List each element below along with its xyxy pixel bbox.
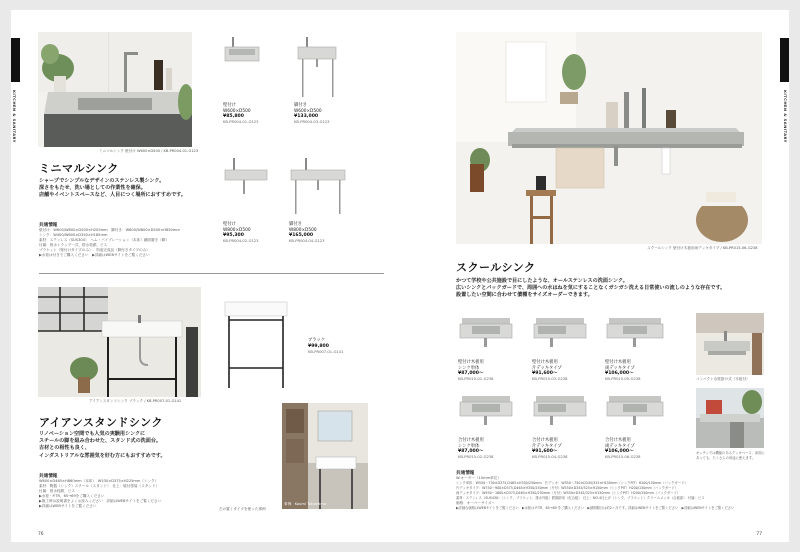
minimal-variant-2 (294, 35, 342, 125)
iron-specs: 共通情報 W600×D465×H860mm（本体） W530×D375×H225mm（シンク） 素材：陶器（シンク）スチール（スタンド） 仕上：焼付塗装（スタンド） 付属：排水栓鎖、ビス ▶水栓・P.TR、65→69をご購入ください ▶施工時は説明書をよくお読みください 詳細はWEBサイトをご覧ください ▶詳細はWEBサイトをご覧ください (39, 474, 162, 508)
school-sink-icon (458, 316, 514, 348)
variant-type: 脚付き (289, 222, 302, 227)
right-page (394, 10, 789, 542)
school-variant-4: 合付け木板用 シンク単体 ¥87,000〜 KB-PR015-02-G238 (458, 394, 514, 460)
page-number: 76 (38, 532, 44, 537)
school-sink-icon (532, 316, 588, 348)
section-side-label: KITCHEN & SANITARY (783, 90, 788, 143)
variant-color: ブラック (308, 338, 326, 343)
school-sink-icon (532, 394, 588, 426)
variant-code: KB-PR004-04-G123 (289, 239, 325, 244)
iron-case-note: 左の置くタイプを使った事例 (219, 507, 266, 511)
minimal-variant-1 (223, 35, 263, 125)
iron-product (219, 298, 295, 390)
minimal-photo-caption: ミニマルシンク 壁付け W600×D500 / KB-PR004-01-G123 (99, 149, 199, 153)
iron-sink-photo (38, 287, 201, 397)
minimal-description: シャープでシンプルなデザインのステンレス製シンク。 深さをもたせ、洗い場としての作業性を確保。 店舗やイベントスペースなど、人目につく場所におすすめです。 (39, 178, 186, 199)
school-title: スクールシンク (456, 261, 536, 274)
page-number: 77 (756, 532, 762, 537)
variant-type: 壁付け (223, 103, 236, 108)
section-tab (11, 38, 20, 82)
school-sink-icon (458, 394, 514, 426)
school-variant-5: 合付け木板用 片デッキタイプ ¥91,600〜 KB-PR015-04-G238 (532, 394, 588, 460)
variant-size: W800×D500 (289, 227, 317, 233)
minimal-sink-photo (38, 32, 192, 147)
leg-sink-icon (294, 35, 342, 99)
school-sink-photo (456, 32, 762, 244)
school-variant-1: 壁付け木板用 シンク単体 ¥87,000〜 KB-PR015-01-G238 (458, 316, 514, 382)
variant-price: ¥133,000 (294, 114, 319, 120)
iron-variant-info (308, 338, 344, 355)
school-variant-3: 壁付け木板用 両デッキタイプ ¥106,000〜 KB-PR015-05-G238 (605, 316, 665, 382)
variant-code: KB-PR004-02-G123 (223, 239, 259, 244)
variant-price: ¥85,800 (223, 114, 244, 120)
school-photo-caption: スクールシンク 壁付け木板用両デッキタイプ / KB-PR015-06-G238 (647, 246, 758, 250)
variant-type: 脚付き (294, 103, 307, 108)
variant-size: W800×D500 (223, 227, 251, 233)
variant-price: ¥165,000 (289, 233, 314, 239)
school-description: かつて学校や公共施設で目にしたような、オールステンレスの洗面シンク。 広いシンクとバックガードで、周囲への水はねを気にすることなくガシガシ洗える日常使いの流しのような存在です。 設置したい空間に合わせて債種をサイズオーダーできます。 (456, 278, 726, 299)
school-variant-6: 合付け木板用 両デッキタイプ ¥106,000〜 KB-PR015-06-G238 (605, 394, 665, 460)
variant-code: KB-PR004-03-G123 (294, 120, 330, 125)
left-page (11, 10, 394, 542)
iron-description: リノベーション空間でも人気の実験用シンクに スチールの脚を組み合わせた、スタンド式の洗面台。 古材との相性も良く、 インダストリアルな雰囲気を好む方にもおすすめです。 (39, 431, 166, 459)
school-sink-icon (605, 394, 665, 426)
iron-title: アイアンスタンドシンク (39, 416, 163, 429)
variant-code: KB-PR004-01-G123 (223, 120, 259, 125)
wall-sink-icon (223, 156, 269, 198)
variant-code: KB-PR007-01-G141 (308, 349, 344, 354)
section-divider (39, 273, 384, 274)
minimal-specs: 共通情報 壁付け：W600/W800×D500×H205mm 脚付き：W600/W800×D500×H850mm シンク：W400/W600×D350×H185mm 素材：ステンレス（SUS304） ヘム・バイブレーション（本体）鏡面磨き（脚） 付属：排水トラップ一式、排水栓鎖、ビス ブラケット（壁付けタイプのみ）：別途完成品（脚付きタイプのみ） ▶水栓は付きでご購入ください ▶詳細はWEBサイトをご覧ください (39, 223, 180, 257)
iron-case-caption: 事例：Koumi Tokushima (284, 502, 326, 506)
school-sink-icon (605, 316, 665, 348)
iron-case-photo (282, 403, 368, 509)
school-specs: 共通情報 W:オーダー（10mm単位） シンク単体：W550〜750×D375,D465×H350/250mm 片デッキ：W550〜750×D345/325×H150mm（シンクPIT）H200/150mm（バックガード） 片デッキタイプ：W750〜900×D375,D465×H350/250mm（片付）W550×D345/325×H150mm（シンクPIT）H200/150mm（バックガード） 両デッキタイプ：W930〜1800×D375,D465×H350/250mm（片付）W550×D345/325×H150mm（シンクPIT）H200/150mm（バックガード） 素材：ステンレス（SUS430）（シンク、ブラケット、排水外組）鉄鋼部用（化合板） 仕上：NO.4仕上げ（シンク、ブラケット）クリームメッキ（合板部） 付属：ビス 価格：オーバーサイズ〜 ▶詳細な価格はWEBサイトをご覧ください ▶水栓は P.TR、65→69 をご購入ください ▶納期期日は約2ヶ月です。詳細はWEBサイトをご覧ください ▶詳細はWEBサイトをご覧ください (456, 471, 735, 510)
minimal-variant-3 (223, 156, 269, 244)
variant-size: W600×D500 (223, 108, 251, 114)
school-side-photo-1 (696, 313, 764, 375)
school-side-photo-2-caption: キッチンでは機能のあるデッキベース、床面にあっても、たくさんの用途に使えます。 (696, 451, 765, 460)
variant-price: ¥99,800 (308, 343, 329, 349)
iron-photo-caption: アイアンスタンドシンク ブラック / KB-PR007-01-G141 (89, 399, 182, 403)
variant-size: W600×D500 (294, 108, 322, 114)
variant-price: ¥95,300 (223, 233, 244, 239)
school-side-photo-1-caption: コンパクトな壁掛け式（木板付） (696, 377, 750, 381)
iron-stand-sink-icon (219, 298, 295, 390)
leg-sink-icon (289, 156, 347, 216)
section-tab (780, 38, 789, 82)
minimal-variant-4 (289, 156, 347, 244)
section-side-label: KITCHEN & SANITARY (12, 90, 17, 143)
school-variant-2: 壁付け木板用 片デッキタイプ ¥91,600〜 KB-PR015-03-G238 (532, 316, 588, 382)
school-side-photo-2 (696, 388, 764, 448)
minimal-title: ミニマルシンク (39, 162, 119, 175)
wall-sink-icon (223, 35, 263, 75)
variant-type: 壁付け (223, 222, 236, 227)
